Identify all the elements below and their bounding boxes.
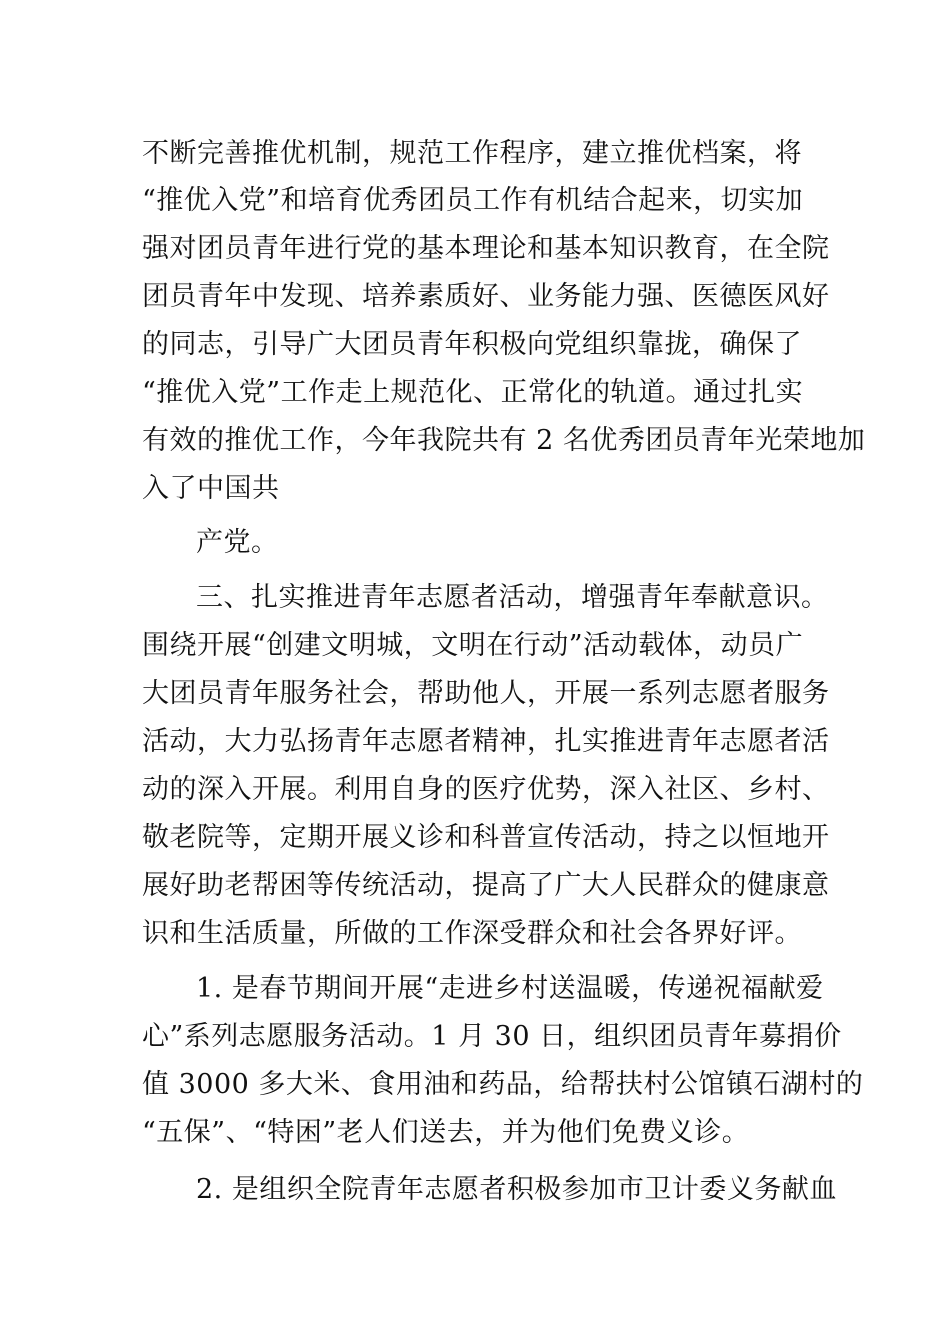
text-line: 大团员青年服务社会，帮助他人，开展一系列志愿者服务 bbox=[142, 678, 830, 709]
text-line: 产党。 bbox=[196, 527, 279, 558]
text-line: 展好助老帮困等传统活动，提高了广大人民群众的健康意 bbox=[142, 870, 830, 901]
section-heading: 三、扎实推进青年志愿者活动，增强青年奉献意识。 bbox=[196, 582, 829, 613]
text-line: 活动，大力弘扬青年志愿者精神，扎实推进青年志愿者活 bbox=[142, 726, 830, 757]
text-line: 值 3000 多大米、食用油和药品，给帮扶村公馆镇石湖村的 bbox=[142, 1069, 864, 1100]
text-line: 团员青年中发现、培养素质好、业务能力强、医德医风好 bbox=[142, 281, 830, 312]
text-line: 动的深入开展。利用自身的医疗优势，深入社区、乡村、 bbox=[142, 774, 830, 805]
list-item: 2. 是组织全院青年志愿者积极参加市卫计委义务献血 bbox=[196, 1174, 837, 1205]
text-line: 强对团员青年进行党的基本理论和基本知识教育，在全院 bbox=[142, 233, 830, 264]
text-line: 心”系列志愿服务活动。1 月 30 日，组织团员青年募捐价 bbox=[142, 1021, 842, 1052]
text-line: 敬老院等，定期开展义诊和科普宣传活动，持之以恒地开 bbox=[142, 822, 830, 853]
text-line: 的同志，引导广大团员青年积极向党组织靠拢，确保了 bbox=[142, 329, 802, 360]
list-item: 1. 是春节期间开展“走进乡村送温暖，传递祝福献爱 bbox=[196, 973, 824, 1004]
text-line: 入了中国共 bbox=[142, 473, 280, 504]
text-line: “推优入党”工作走上规范化、正常化的轨道。通过扎实 bbox=[142, 377, 804, 408]
text-line: “五保”、“特困”老人们送去，并为他们免费义诊。 bbox=[142, 1117, 750, 1148]
text-line: 围绕开展“创建文明城，文明在行动”活动载体，动员广 bbox=[142, 630, 804, 661]
text-line: 识和生活质量，所做的工作深受群众和社会各界好评。 bbox=[142, 918, 802, 949]
text-line: 有效的推优工作，今年我院共有 2 名优秀团员青年光荣地加 bbox=[142, 425, 866, 456]
text-line: “推优入党”和培育优秀团员工作有机结合起来，切实加 bbox=[142, 185, 804, 216]
text-line: 不断完善推优机制，规范工作程序，建立推优档案，将 bbox=[142, 138, 802, 169]
